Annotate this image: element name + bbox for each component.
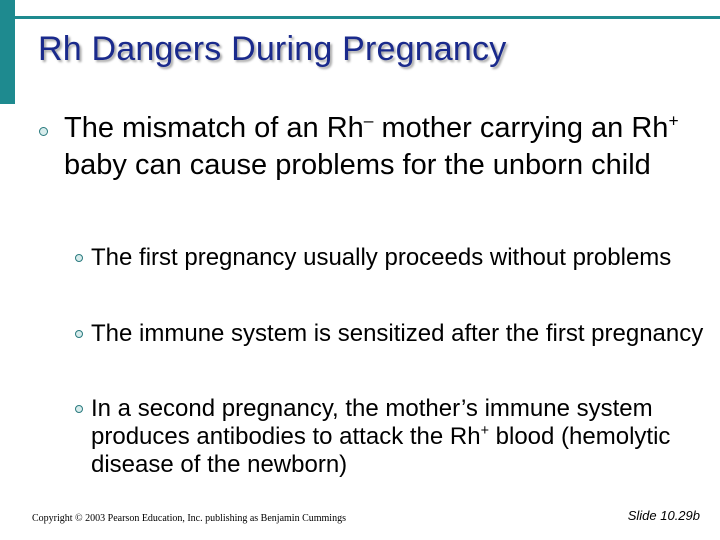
rh-positive-sign: + bbox=[668, 110, 679, 131]
rh-positive-sign: + bbox=[480, 423, 489, 439]
sub-bullet-first: The first pregnancy usually proceeds without problems bbox=[91, 244, 672, 271]
sub-bullet-icon bbox=[75, 330, 83, 338]
sub-bullet-icon bbox=[75, 405, 83, 413]
sub-bullet-text-part: In a second pregnancy, the mother’s immune system produces antibodies to attack the Rh bbox=[91, 395, 653, 450]
rh-negative-sign: – bbox=[363, 110, 374, 131]
bullet-icon bbox=[39, 127, 48, 136]
sub-bullet-second: The immune system is sensitized after the first pregnancy bbox=[91, 320, 704, 347]
bullet-text-part: mother carrying an Rh bbox=[373, 112, 669, 144]
bullet-text-part: The mismatch of an Rh bbox=[64, 112, 364, 144]
copyright-notice: Copyright © 2003 Pearson Education, Inc. publishing as Benjamin Cummings bbox=[32, 513, 346, 524]
main-bullet-text bbox=[64, 110, 694, 184]
sub-bullet-text-part: blood (hemolytic disease of the newborn) bbox=[91, 423, 671, 478]
accent-bar-horizontal bbox=[15, 16, 720, 19]
sub-bullet-icon bbox=[75, 254, 83, 262]
sub-bullet-third bbox=[91, 395, 711, 479]
accent-bar-vertical bbox=[0, 0, 15, 104]
slide-number: Slide 10.29b bbox=[627, 508, 700, 523]
bullet-text-part: baby can cause problems for the unborn child bbox=[64, 149, 651, 181]
slide-title: Rh Dangers During Pregnancy bbox=[38, 30, 507, 68]
